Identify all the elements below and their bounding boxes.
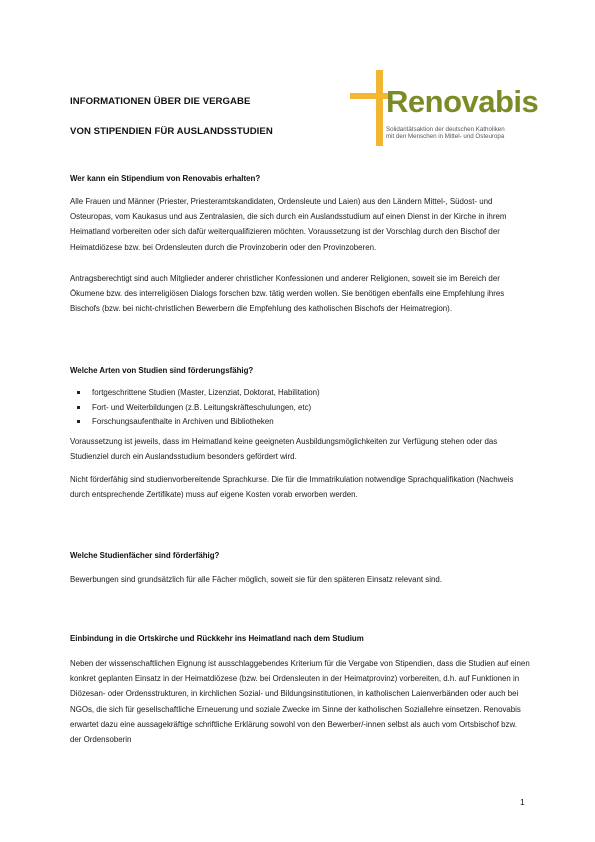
bullet-icon bbox=[77, 391, 80, 394]
document-title-line-2: VON STIPENDIEN FÜR AUSLANDSSTUDIEN bbox=[70, 126, 273, 137]
renovabis-logo bbox=[350, 68, 539, 148]
section-study-types-body-2 bbox=[70, 472, 530, 502]
list-item bbox=[70, 401, 530, 416]
document-title-line-1: INFORMATIONEN ÜBER DIE VERGABE bbox=[70, 96, 251, 107]
logo-tagline-line-1: Solidaritätsaktion der deutschen Katholiken bbox=[386, 126, 505, 133]
section-eligibility-body bbox=[70, 194, 530, 255]
section-heading: Welche Studienfächer sind förderfähig? bbox=[70, 551, 220, 560]
section-heading: Welche Arten von Studien sind förderungsfähig? bbox=[70, 366, 254, 375]
section-subjects-body bbox=[70, 572, 530, 587]
section-return-body bbox=[70, 656, 530, 747]
paragraph: Voraussetzung ist jeweils, dass im Heimatland keine geeigneten Ausbildungsmöglichkeiten zur Verfügung stehen oder das Studienziel durch ein Auslandsstudium besonders gefördert wird. bbox=[70, 437, 498, 462]
logo-wordmark: Renovabis bbox=[386, 84, 539, 119]
paragraph: Neben der wissenschaftlichen Eignung ist ausschlaggebendes Kriterium für die Vergabe von Stipendien, dass die Studien auf einen konkret geplanten Einsatz in der Heimatdiözese (bzw. bei Ordensleuten in der Heimatprovinz) vorbereiten, d.h. auf Funktionen in Diözesan- oder Ordensstrukturen, in kirchlichen Sozial- und Bildungsinstitutionen, in katholischen Laienverbänden oder auch bei NGOs, die sich für gesellschaftliche Erneuerung und soziale Zwecke im Sinne der katholischen Soziallehre einsetzen. Renovabis erwartet dazu eine aussagekräftige schriftliche Erklärung sowohl von den Bewerber/-innen selbst als auch vom Ortsbischof bzw. der Ordensoberin bbox=[70, 659, 530, 745]
page-number: 1 bbox=[520, 797, 525, 807]
list-item-text: Fort- und Weiterbildungen (z.B. Leitungskräfteschulungen, etc) bbox=[92, 402, 312, 412]
paragraph: Nicht förderfähig sind studienvorbereitende Sprachkurse. Die für die Immatrikulation notwendige Sprachqualifikation (Nachweis durch entsprechende Zertifikate) muss auf eigene Kosten vorab erworben werden. bbox=[70, 475, 514, 500]
list-item bbox=[70, 386, 530, 401]
section-return bbox=[70, 634, 530, 643]
list-item bbox=[70, 415, 530, 430]
section-study-types bbox=[70, 366, 530, 375]
section-heading: Einbindung in die Ortskirche und Rückkehr ins Heimatland nach dem Studium bbox=[70, 634, 364, 643]
section-subjects bbox=[70, 551, 530, 560]
study-types-list bbox=[70, 386, 530, 430]
section-study-types-body bbox=[70, 434, 530, 464]
section-eligibility bbox=[70, 174, 530, 183]
section-eligibility-body-2 bbox=[70, 271, 530, 317]
bullet-icon bbox=[77, 420, 80, 423]
paragraph: Alle Frauen und Männer (Priester, Priesteramtskandidaten, Ordensleute und Laien) aus den Ländern Mittel-, Südost- und Osteuropas, vom Kaukasus und aus Zentralasien, die sich durch ein Auslandsstudium auf einen Dienst in der Kirche in ihrem Heimatland vorbereiten oder sich dafür weiterqualifizieren möchten. Voraussetzung ist der Vorschlag durch den Bischof der Heimatdiözese bzw. bei Ordensleuten durch die Provinzoberin oder den Provinzoberen. bbox=[70, 197, 507, 252]
list-item-text: Forschungsaufenthalte in Archiven und Bibliotheken bbox=[92, 417, 274, 426]
paragraph: Bewerbungen sind grundsätzlich für alle Fächer möglich, soweit sie für den späteren Einsatz relevant sind. bbox=[70, 575, 442, 584]
logo-tagline-line-2: mit den Menschen in Mittel- und Osteuropa bbox=[386, 133, 505, 140]
paragraph: Antragsberechtigt sind auch Mitglieder anderer christlicher Konfessionen und anderer Religionen, soweit sie im Bereich der Ökumene bzw. des interreligiösen Dialogs forschen bzw. tätig werden wollen. Sie benötigen ebenfalls eine Empfehlung ihres Bischofs (bzw. bei nicht-christlichen Bewerbern die Empfehlung des katholischen Bischofs der Heimatregion). bbox=[70, 274, 505, 314]
section-heading: Wer kann ein Stipendium von Renovabis erhalten? bbox=[70, 174, 261, 183]
bullet-list bbox=[70, 386, 530, 430]
list-item-text: fortgeschrittene Studien (Master, Lizenziat, Doktorat, Habilitation) bbox=[92, 388, 320, 397]
bullet-icon bbox=[77, 406, 80, 409]
logo-cross-icon bbox=[376, 70, 383, 146]
